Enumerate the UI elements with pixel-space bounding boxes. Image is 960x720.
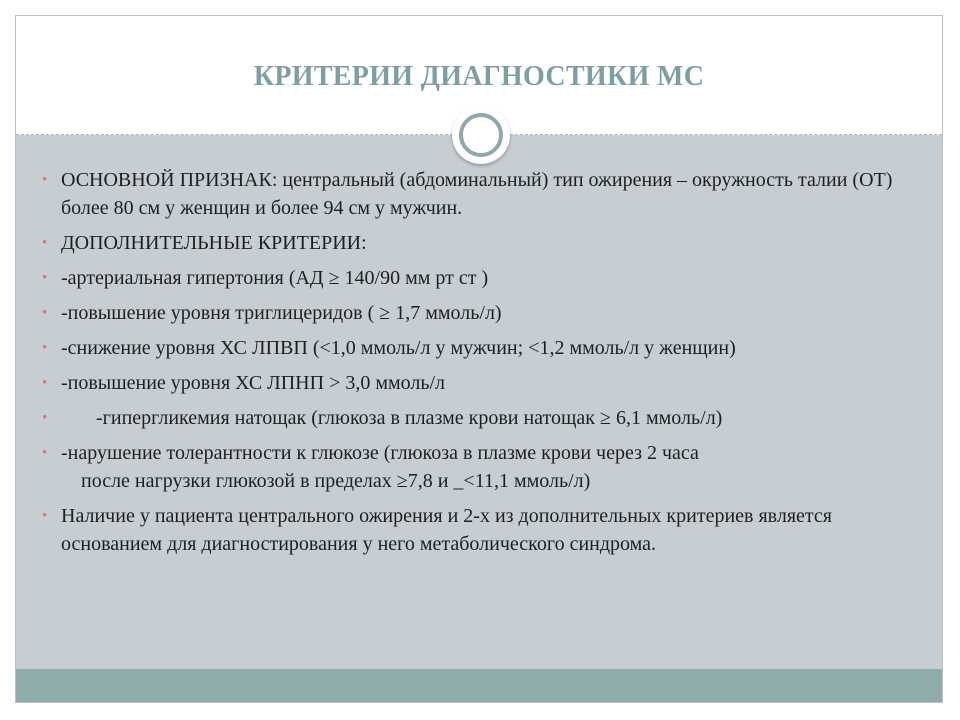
bullet-text: ОСНОВНОЙ ПРИЗНАК: центральный (абдоминальный) тип ожирения – окружность талии (ОТ) более 80 см у женщин и более 94 см у мужчин. (61, 169, 898, 219)
bullet-item (16, 439, 896, 495)
bullet-icon: • (42, 305, 48, 321)
bullet-item (16, 229, 896, 257)
bullet-icon: • (42, 235, 48, 251)
bullet-item (16, 299, 896, 327)
bullet-text: Наличие у пациента центрального ожирения и 2-х из дополнительных критериев является основанием для диагностирования у него метаболического синдрома. (61, 505, 837, 555)
bullet-icon: • (42, 410, 48, 426)
bullet-icon: • (42, 375, 48, 391)
bullet-item (16, 502, 896, 558)
bullet-text: -повышение уровня ХС ЛПНП > 3,0 ммоль/л (61, 372, 446, 394)
bullet-icon: • (42, 508, 48, 524)
bullet-text: -гипергликемия натощак (глюкоза в плазме крови натощак ≥ 6,1 ммоль/л) (61, 407, 723, 429)
circle-ornament-icon (452, 106, 510, 164)
bullet-item (16, 334, 896, 362)
bullet-text: -нарушение толерантности к глюкозе (глюкоза в плазме крови через 2 часа после нагрузки глюкозой в пределах ≥7,8 и _<11,1 ммоль/л) (61, 442, 699, 492)
slide (15, 15, 943, 703)
slide-title: КРИТЕРИИ ДИАГНОСТИКИ МС (253, 61, 705, 92)
bullet-text: ДОПОЛНИТЕЛЬНЫЕ КРИТЕРИИ: (61, 232, 367, 254)
bullet-icon: • (42, 340, 48, 356)
circle-ring-icon (459, 113, 503, 157)
bullet-item (16, 369, 896, 397)
bullet-text: -снижение уровня ХС ЛПВП (<1,0 ммоль/л у мужчин; <1,2 ммоль/л у женщин) (61, 337, 736, 359)
bullet-icon: • (42, 172, 48, 188)
bullet-item (16, 166, 896, 222)
bullet-item (16, 404, 896, 432)
bullet-item (16, 264, 896, 292)
footer-bar (16, 669, 942, 702)
bullet-icon: • (42, 445, 48, 461)
bullet-icon: • (42, 270, 48, 286)
bullet-list (16, 166, 896, 565)
bullet-text: -повышение уровня триглицеридов ( ≥ 1,7 ммоль/л) (61, 302, 502, 324)
bullet-text: -артериальная гипертония (АД ≥ 140/90 мм рт ст ) (61, 267, 489, 289)
